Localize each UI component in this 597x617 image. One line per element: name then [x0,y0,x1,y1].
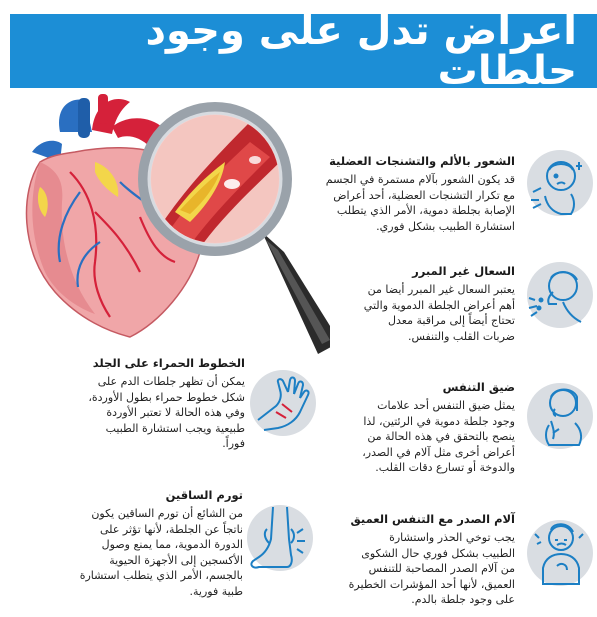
breath-title: ضيق التنفس [442,380,515,394]
breathless-person-icon [523,381,597,451]
text-line: والدوخة أو تسارع دقات القلب. [375,461,515,474]
text-line: الدورة الدموية، مما يمنع وصول [101,538,243,551]
red-streaks-text [55,374,245,452]
leg-swelling-text [43,506,243,599]
text-line: يمثل ضيق التنفس أحد علامات [377,399,515,412]
text-line: وجود جلطة دموية في الرئتين، لذا [363,414,515,428]
text-line: يجب توخي الحذر واستشارة [389,531,515,544]
heart-magnifier-illustration [0,92,330,354]
red-streaks-section [55,356,245,452]
text-line: على وجود جلطة بالدم. [411,593,515,606]
text-line: مع تكرار التشنجات العضلية، أحد أعراض [333,188,515,202]
chest-pain-section [315,512,515,608]
muscle-pain-icon-circle [527,150,593,216]
muscle-pain-title: الشعور بالألم والتشنجات العضلية [329,154,515,168]
text-line: يعتبر السعال غير المبرر أيضا من [367,283,515,296]
muscle-pain-section [305,154,515,234]
leg-swelling-section [43,488,243,599]
breath-text [315,398,515,476]
text-line: استشارة الطبيب بشكل فوري. [376,219,515,233]
text-line: أعراض أخرى مثل آلام في الصدر، [362,445,515,459]
text-line: فوراً. [222,437,245,450]
text-line: ضربات القلب والتنفس. [407,329,515,343]
chest-pain-person-icon [523,518,597,588]
swollen-leg-icon [243,503,317,573]
text-line: الإصابة بجلطة دموية، الأمر الذي يتطلب [336,204,515,217]
text-line: تحتاج أيضاً إلى مراقبة معدل [388,314,515,327]
chest-pain-icon-circle [527,520,593,586]
breath-icon-circle [527,383,593,449]
text-line: بالجسم، الأمر الذي يتطلب استشارة [79,569,243,582]
coughing-person-icon [523,260,597,330]
breath-section [315,380,515,476]
cough-section [335,264,515,344]
page-title: أعراض تدل على وجود جلطات [145,8,577,94]
chest-pain-title: آلام الصدر مع التنفس العميق [350,512,515,526]
text-line: ينصح بالتحقق في هذه الحالة من [367,430,515,443]
cough-title: السعال غير المبرر [412,264,515,278]
title-banner [10,8,597,94]
text-line: شكل خطوط حمراء بطول الأوردة، [88,390,245,404]
cough-text [335,282,515,344]
text-line: الأكسجين إلى الأجهزة الحيوية [109,553,243,567]
text-line: الطبيب بشكل فوري حال الشكوى [361,546,515,560]
text-line: من آلام الصدر المصاحبة للتنفس [368,562,515,575]
aching-person-icon [523,148,597,218]
leg-swelling-title: تورم الساقين [165,488,243,502]
text-line: يمكن أن تظهر جلطات الدم على [97,375,245,388]
chest-pain-text [315,530,515,608]
text-line: وفي هذه الحالة لا تعتبر الأوردة [106,406,245,419]
arm-icon [246,368,320,438]
red-streaks-icon-circle [250,370,316,436]
text-line: من الشائع أن تورم الساقين يكون [91,507,243,520]
cough-icon-circle [527,262,593,328]
text-line: طبية فورية. [189,584,243,598]
magnifier-handle [262,232,330,354]
text-line: قد يكون الشعور بآلام مستمرة في الجسم [325,173,515,186]
red-streaks-title: الخطوط الحمراء على الجلد [92,356,245,370]
text-line: طبيعية ويجب استشارة الطبيب [105,421,245,435]
muscle-pain-text [305,172,515,234]
text-line: ناتجاً عن الجلطة، لأنها تؤثر على [100,522,243,536]
text-line: العميق، لأنها أحد المؤشرات الخطيرة [348,577,515,591]
text-line: أهم أعراض الجلطة الدموية والتي [363,298,515,312]
leg-swelling-icon-circle [247,505,313,571]
